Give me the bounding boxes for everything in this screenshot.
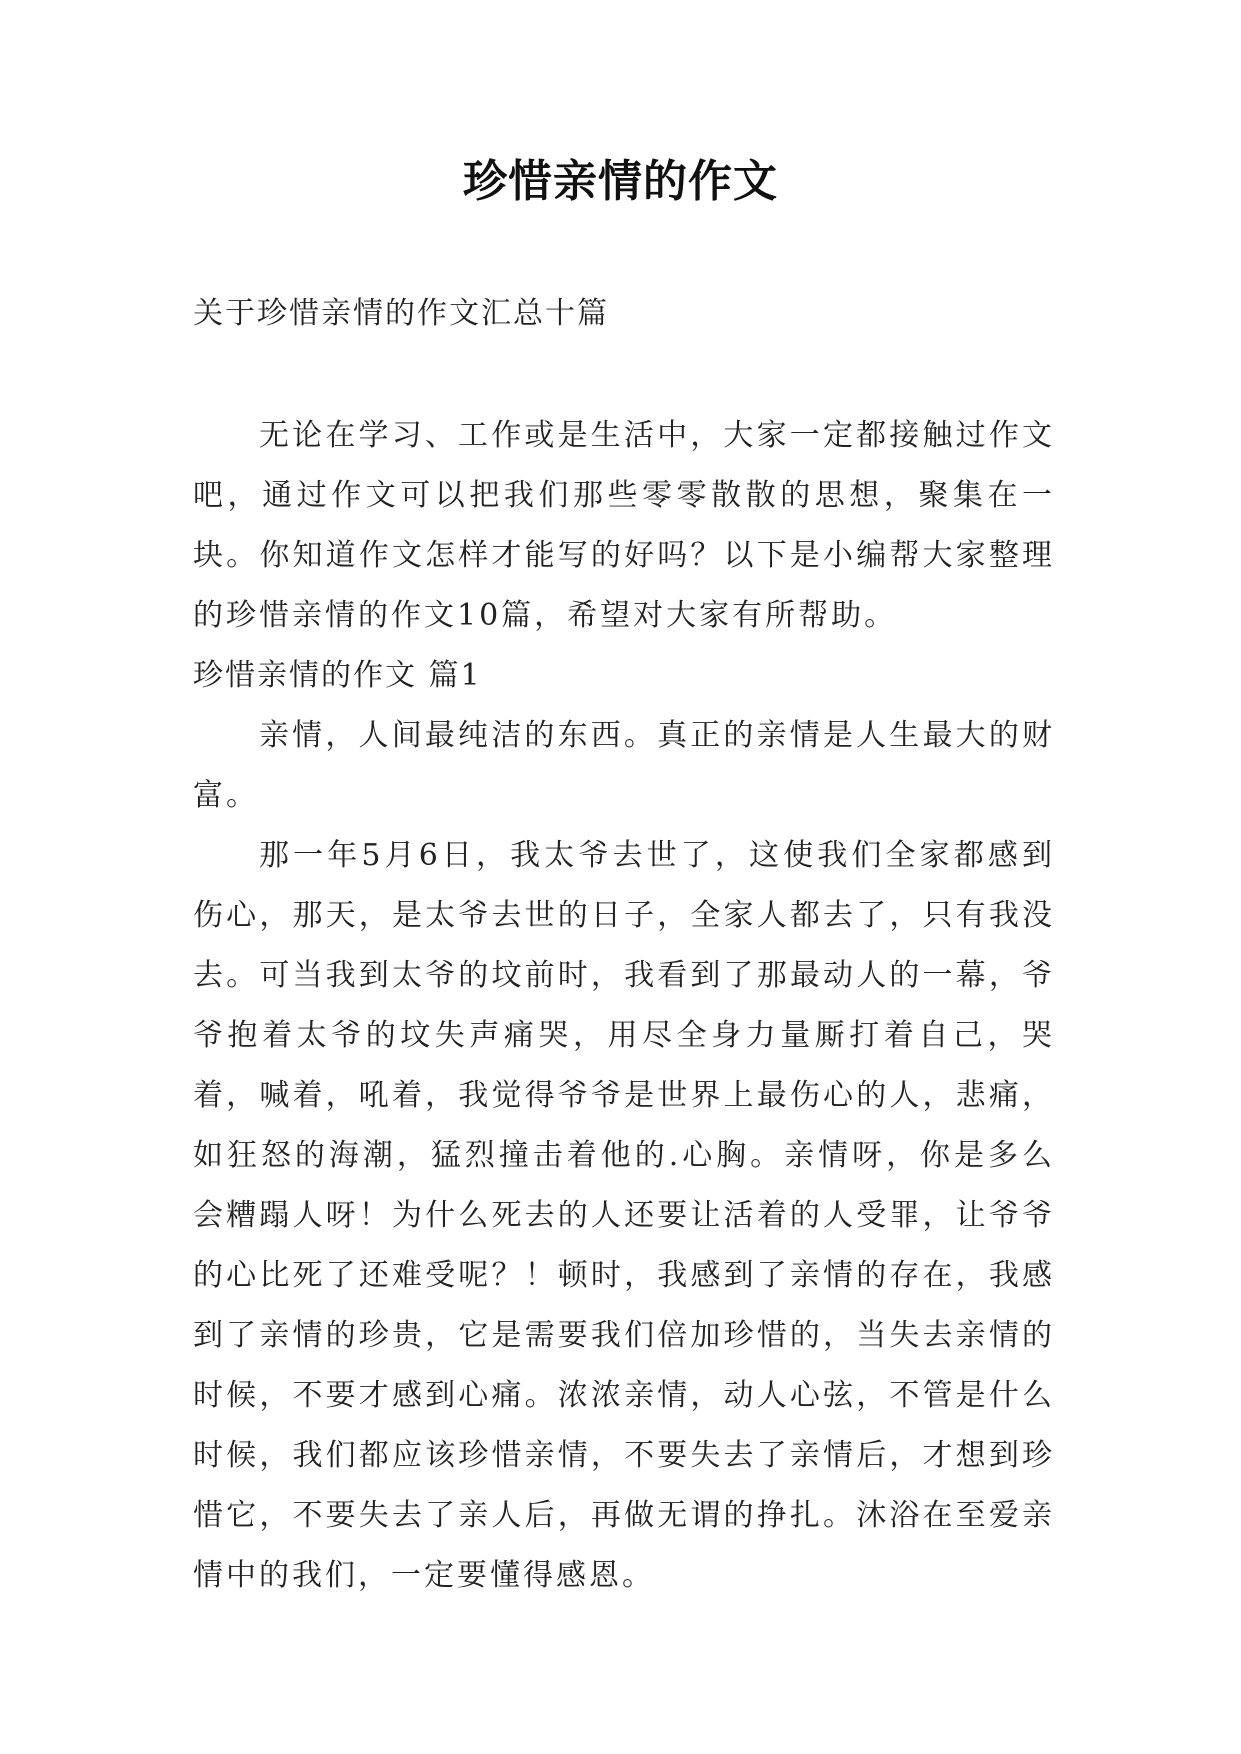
document-title: 珍惜亲情的作文 (463, 156, 778, 207)
document-subtitle: 关于珍惜亲情的作文汇总十篇 (193, 296, 609, 331)
body-paragraph-1: 亲情，人间最纯洁的东西。真正的亲情是人生最大的财富。 (193, 718, 1055, 813)
section-heading: 珍惜亲情的作文 篇1 (193, 658, 482, 693)
document-body (193, 406, 1055, 1606)
body-paragraph-2: 那一年5月6日，我太爷去世了，这使我们全家都感到伤心，那天，是太爷去世的日子，全家人都去了，只有我没去。可当我到太爷的坟前时，我看到了那最动人的一幕，爷爷抱着太爷的坟失声痛哭，用尽全身力量厮打着自己，哭着，喊着，吼着，我觉得爷爷是世界上最伤心的人，悲痛，如狂怒的海潮，猛烈撞击着他的.心胸。亲情呀，你是多么会糟蹋人呀！为什么死去的人还要让活着的人受罪，让爷爷的心比死了还难受呢？！顿时，我感到了亲情的存在，我感到了亲情的珍贵，它是需要我们倍加珍惜的，当失去亲情的时候，不要才感到心痛。浓浓亲情，动人心弦，不管是什么时候，我们都应该珍惜亲情，不要失去了亲情后，才想到珍惜它，不要失去了亲人后，再做无谓的挣扎。沐浴在至爱亲情中的我们，一定要懂得感恩。 (193, 838, 1055, 1593)
intro-paragraph: 无论在学习、工作或是生活中，大家一定都接触过作文吧，通过作文可以把我们那些零零散散的思想，聚集在一块。你知道作文怎样才能写的好吗？以下是小编帮大家整理的珍惜亲情的作文10篇，希望对大家有所帮助。 (193, 418, 1055, 633)
